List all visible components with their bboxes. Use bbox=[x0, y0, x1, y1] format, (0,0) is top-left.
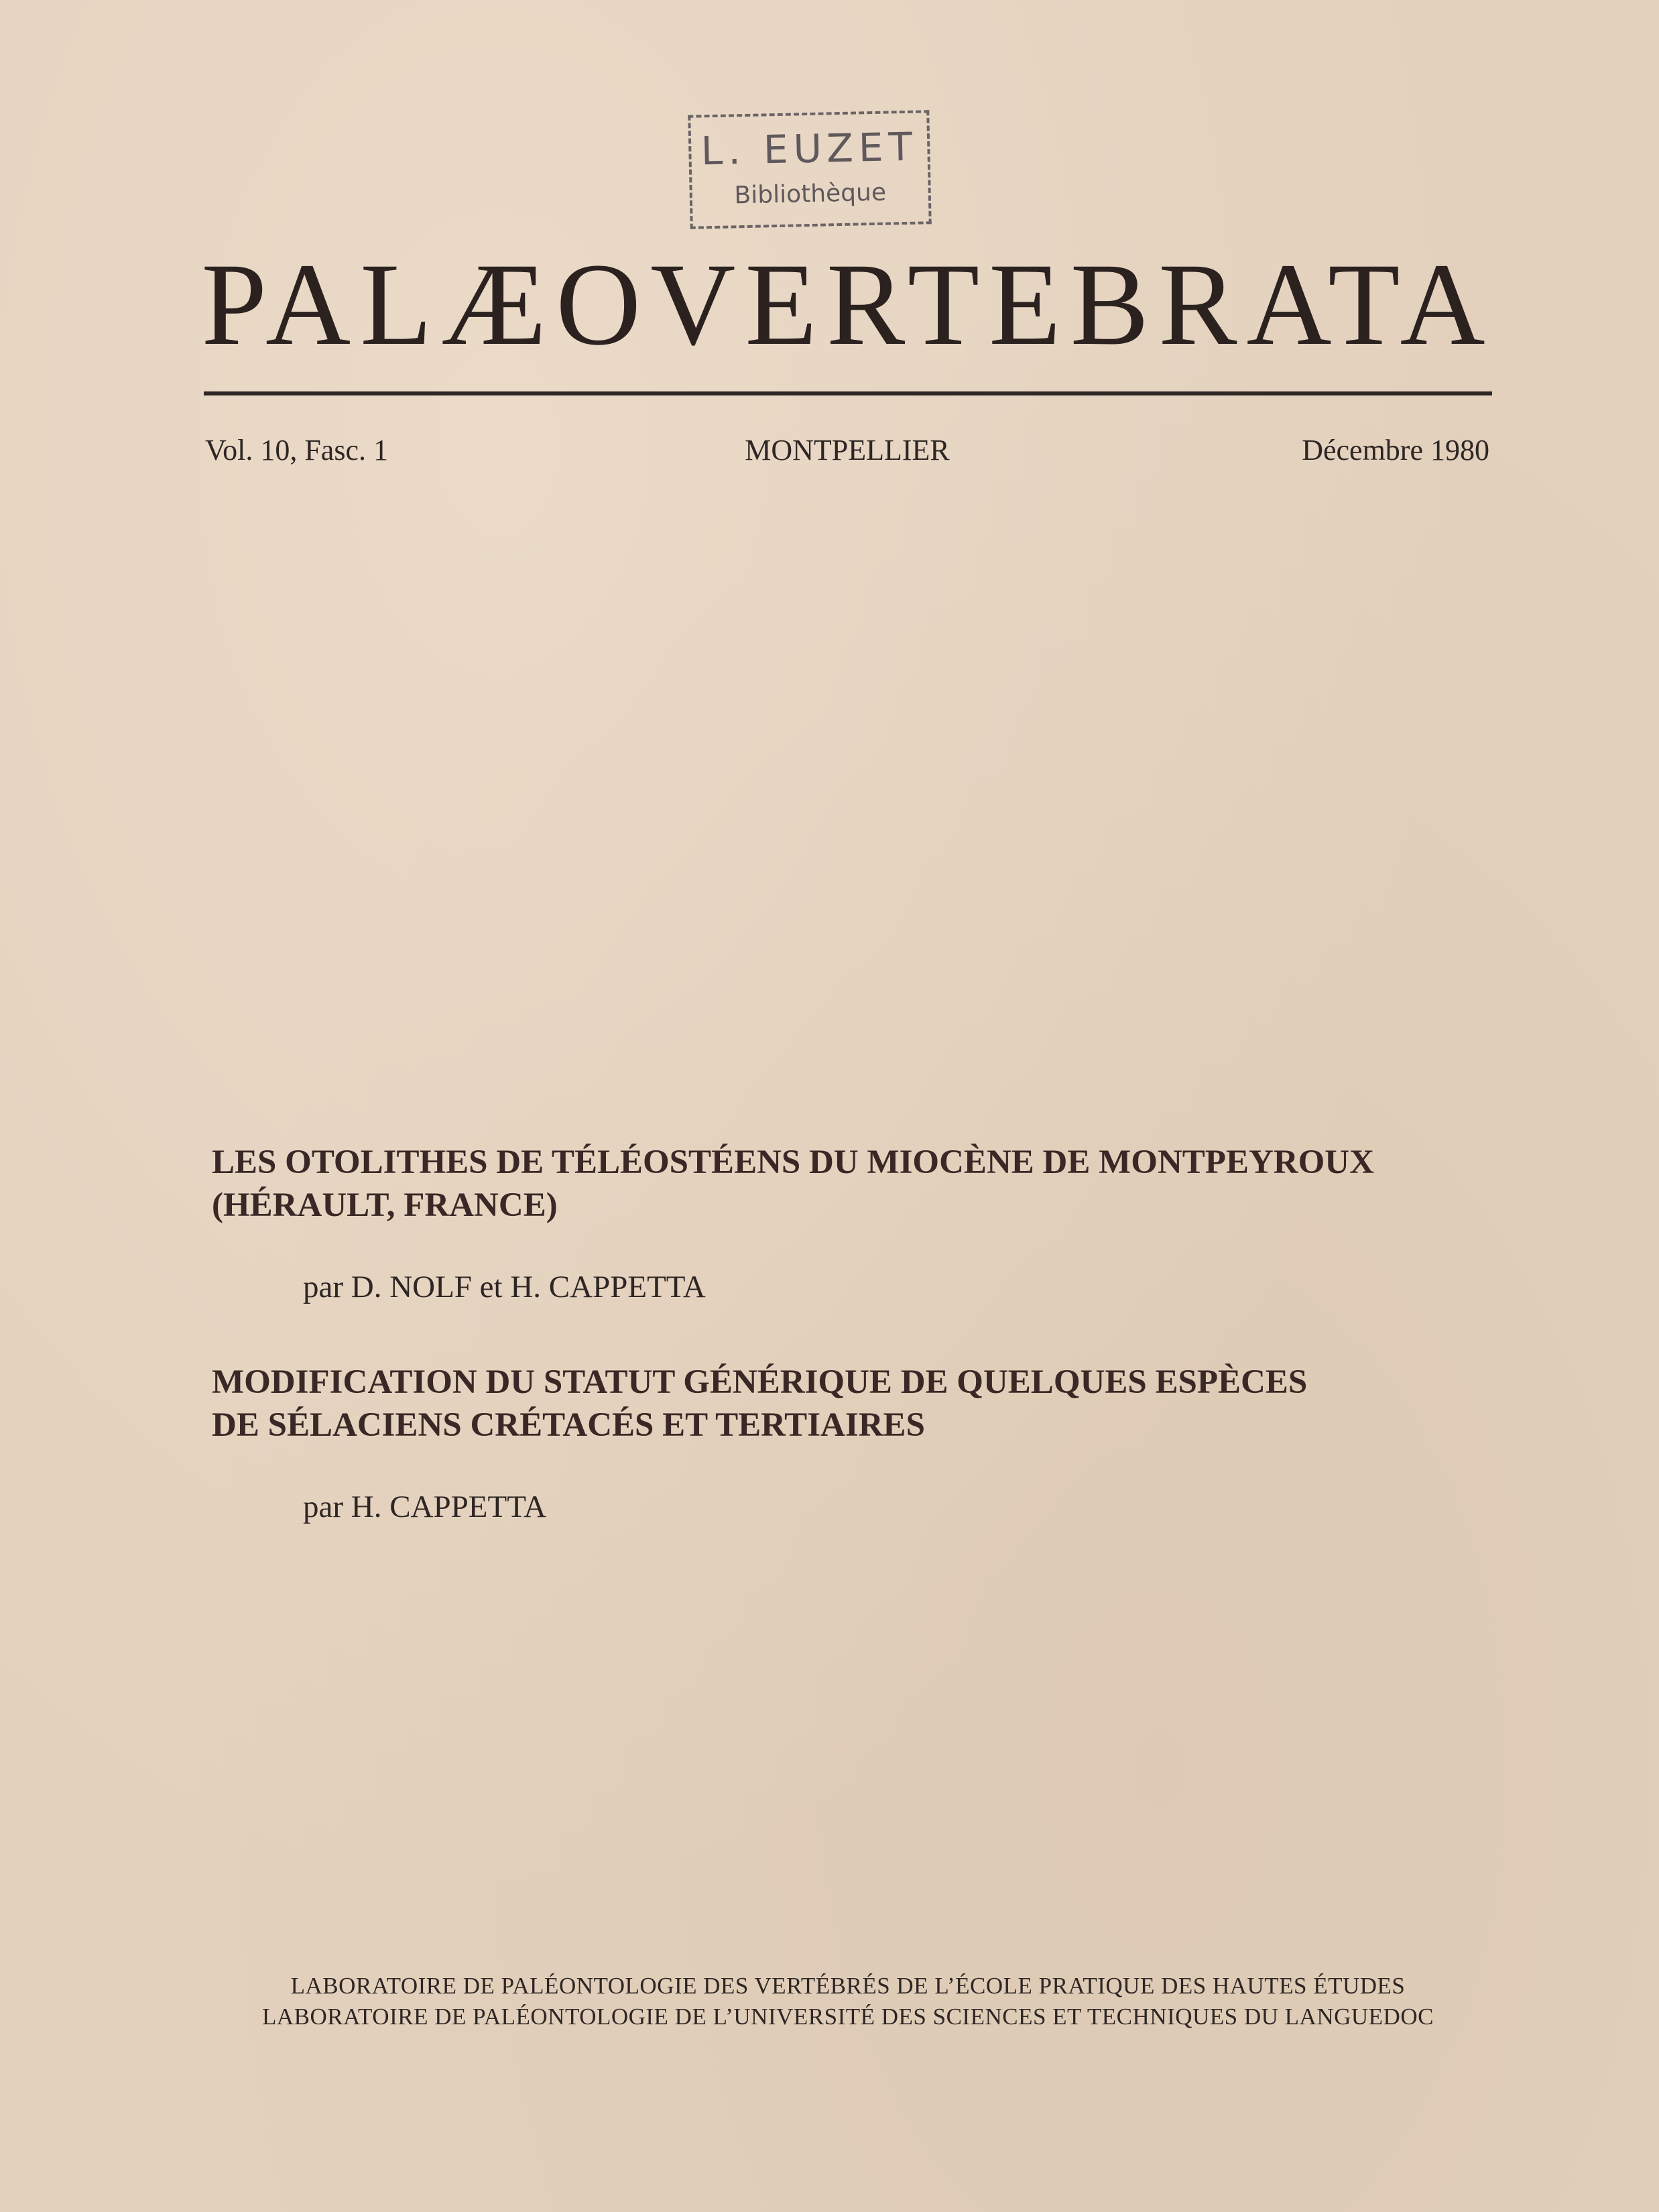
issue-volume: Vol. 10, Fasc. 1 bbox=[205, 434, 388, 467]
footer-line-2: LABORATOIRE DE PALÉONTOLOGIE DE L’UNIVERSITÉ DES SCIENCES ET TECHNIQUES DU LANGUEDOC bbox=[262, 2004, 1434, 2030]
journal-title: PALÆOVERTEBRATA bbox=[201, 239, 1495, 370]
article-1-authors: par D. NOLF et H. CAPPETTA bbox=[303, 1270, 706, 1304]
issue-info-row bbox=[205, 430, 1489, 471]
library-stamp bbox=[688, 110, 931, 229]
issue-date: Décembre 1980 bbox=[1302, 434, 1489, 467]
article-2-title-line-2: DE SÉLACIENS CRÉTACÉS ET TERTIAIRES bbox=[212, 1406, 925, 1444]
masthead-rule bbox=[204, 391, 1492, 395]
article-1-title-line-2: (HÉRAULT, FRANCE) bbox=[212, 1186, 558, 1224]
issue-city: MONTPELLIER bbox=[745, 434, 950, 467]
article-2-authors: par H. CAPPETTA bbox=[303, 1489, 547, 1524]
publisher-footer bbox=[134, 1971, 1562, 2032]
article-2-title bbox=[212, 1361, 1485, 1447]
footer-line-1: LABORATOIRE DE PALÉONTOLOGIE DES VERTÉBRÉS DE L’ÉCOLE PRATIQUE DES HAUTES ÉTUDES bbox=[290, 1973, 1406, 1999]
article-1-title bbox=[212, 1141, 1485, 1227]
stamp-label: Bibliothèque bbox=[734, 178, 887, 210]
article-2-title-line-1: MODIFICATION DU STATUT GÉNÉRIQUE DE QUELQUES ESPÈCES bbox=[212, 1363, 1308, 1401]
stamp-name: L. EUZET bbox=[700, 123, 918, 174]
article-1-title-line-1: LES OTOLITHES DE TÉLÉOSTÉENS DU MIOCÈNE DE MONTPEYROUX bbox=[212, 1144, 1374, 1181]
